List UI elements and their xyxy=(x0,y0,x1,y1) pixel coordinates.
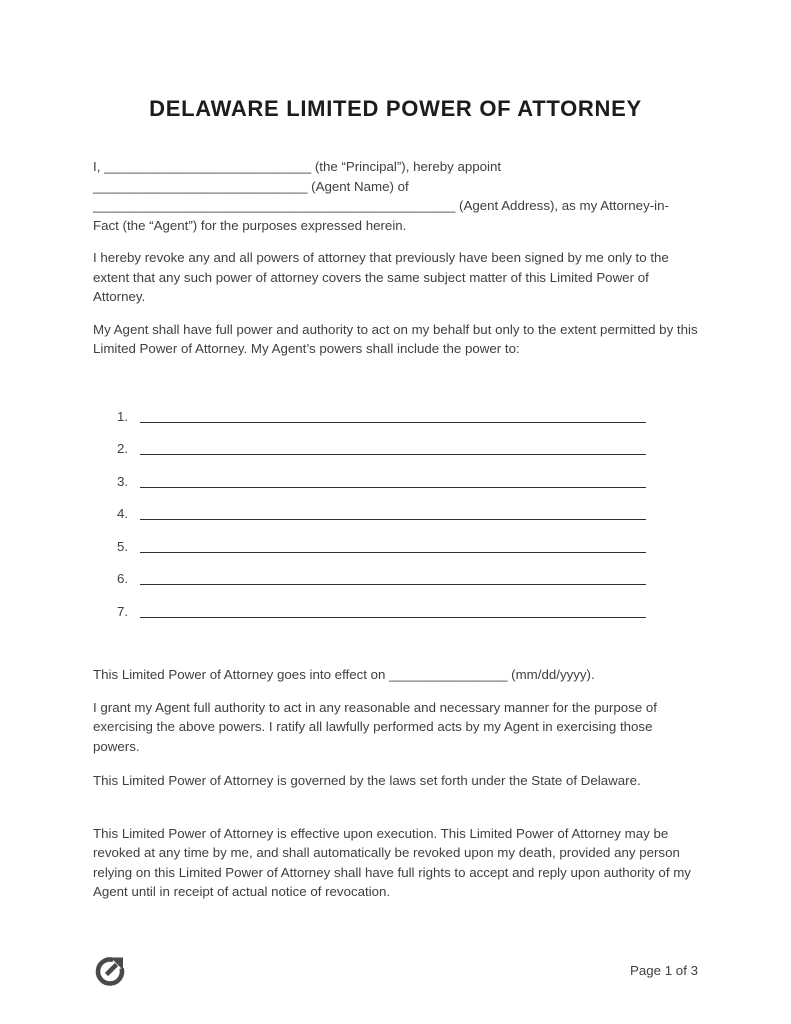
power-item-6 xyxy=(93,569,698,602)
appointment-line-2: _____________________________ (Agent Name) of xyxy=(93,178,409,194)
power-blank-line[interactable] xyxy=(140,537,646,553)
appointment-clause xyxy=(93,157,698,235)
power-item-3 xyxy=(93,472,698,505)
power-blank-line[interactable] xyxy=(140,407,646,423)
power-item-4 xyxy=(93,504,698,537)
grant-clause: I grant my Agent full authority to act in any reasonable and necessary manner for the purpose of exercising the above powers. I ratify all lawfully performed acts by my Agent in exercising those powers. xyxy=(93,699,657,754)
power-blank-line[interactable] xyxy=(140,569,646,585)
effective-date-suffix: (mm/dd/yyyy). xyxy=(507,667,595,682)
effective-date-blank[interactable]: ________________ xyxy=(389,667,508,682)
circular-arrow-logo-icon xyxy=(93,954,127,988)
power-number: 4. xyxy=(117,506,129,521)
power-item-2 xyxy=(93,439,698,472)
power-number: 6. xyxy=(117,571,129,586)
power-item-5 xyxy=(93,537,698,570)
appointment-line-4: Fact (the “Agent”) for the purposes expressed herein. xyxy=(93,217,407,233)
effective-date-clause xyxy=(93,665,698,685)
power-blank-line[interactable] xyxy=(140,602,646,618)
power-blank-line[interactable] xyxy=(140,504,646,520)
power-number: 3. xyxy=(117,473,129,489)
effective-date-prefix: This Limited Power of Attorney goes into effect on xyxy=(93,667,390,682)
power-item-1 xyxy=(93,407,698,440)
page-indicator: Page 1 of 3 xyxy=(629,962,698,978)
appointment-line-1: I, ____________________________ (the “Principal”), hereby appoint xyxy=(93,159,502,174)
power-number: 7. xyxy=(117,603,129,619)
powers-list xyxy=(93,407,698,635)
power-number: 1. xyxy=(117,408,129,424)
revocation-clause: I hereby revoke any and all powers of attorney that previously have been signed by me only to the extent that any such power of attorney covers the same subject matter of this Limited Power of Attorney. xyxy=(93,250,669,304)
document-title: DELAWARE LIMITED POWER OF ATTORNEY xyxy=(149,96,642,121)
power-blank-line[interactable] xyxy=(140,439,646,455)
page-footer xyxy=(93,954,698,988)
power-number: 5. xyxy=(117,538,129,554)
execution-clause: This Limited Power of Attorney is effective upon execution. This Limited Power of Attorney may be revoked at any time by me, and shall automatically be revoked upon my death, provided any person relying on this Limited Power of Attorney shall have full rights to accept and reply upon authority of my Agent until in receipt of actual notice of revocation. xyxy=(93,825,691,899)
power-blank-line[interactable] xyxy=(140,472,646,488)
power-item-7 xyxy=(93,602,698,635)
agent-authority-clause: My Agent shall have full power and authority to act on my behalf but only to the extent permitted by this Limited Power of Attorney. My Agent’s powers shall include the power to: xyxy=(93,321,698,356)
power-number: 2. xyxy=(117,441,129,456)
governing-law-clause: This Limited Power of Attorney is governed by the laws set forth under the State of Delaware. xyxy=(93,773,641,788)
appointment-line-3: _________________________________________________ (Agent Address), as my Attorney-in- xyxy=(93,198,669,213)
